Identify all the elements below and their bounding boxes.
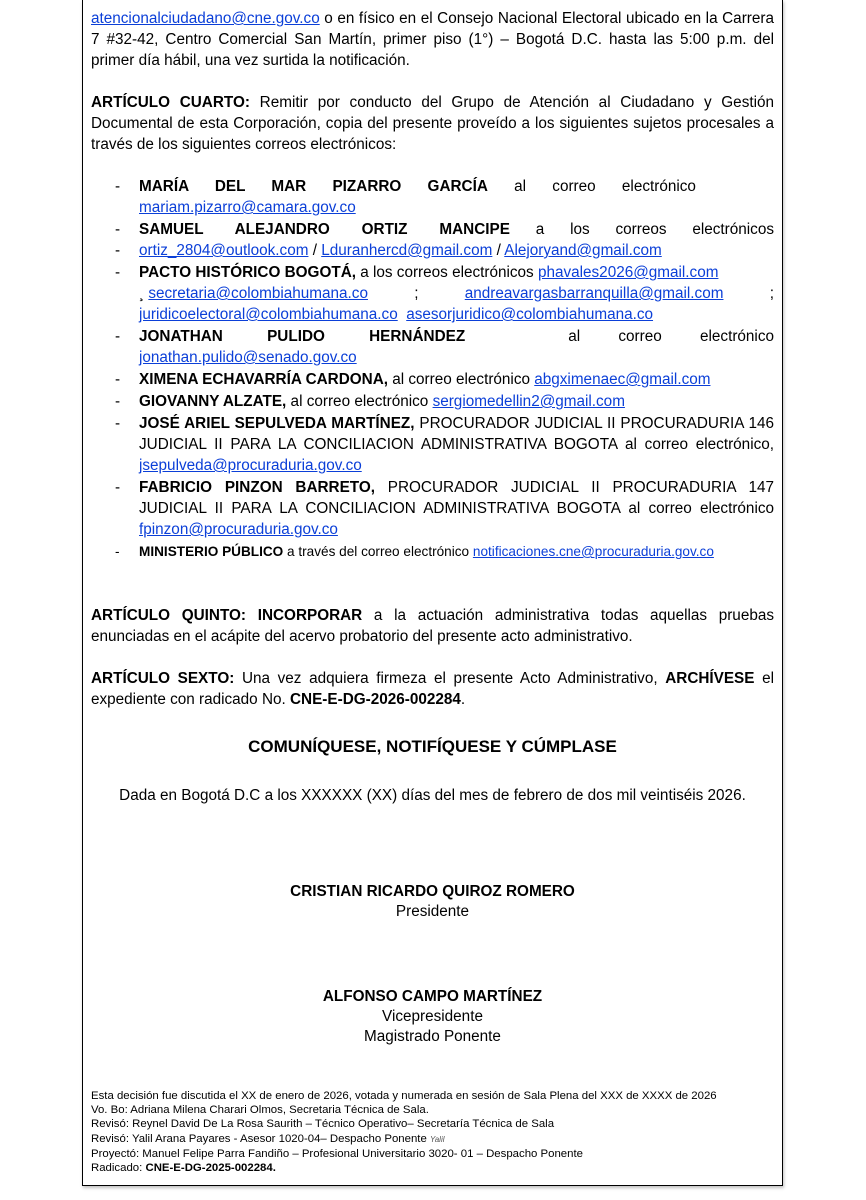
list-item: - PACTO HISTÓRICO BOGOTÁ, a los correos electrónicos phavales2026@gmail.com ¸ secretaria@colombiahumana.co ; andreavargasbarranquilla@gmail.com ; juridicoelectoral@colombiahumana.co asesorjuridico@colombiahumana.co bbox=[139, 262, 774, 325]
notification-paragraph: atencionalciudadano@cne.gov.co o en físico en el Consejo Nacional Electoral ubicado en la Carrera 7 #32-42, Centro Comercial San Martín, primer piso (1°) – Bogotá D.C. hasta las 5:00 p.m. del primer día hábil, una vez surtida la notificación. bbox=[91, 10, 774, 69]
document-body bbox=[91, 8, 774, 1047]
date-line: Dada en Bogotá D.C a los XXXXXX (XX) días del mes de febrero de dos mil veintiséis 2026. bbox=[119, 787, 746, 804]
email-link[interactable]: asesorjuridico@colombiahumana.co bbox=[406, 306, 654, 323]
email-link[interactable]: jonathan.pulido@senado.gov.co bbox=[139, 349, 357, 366]
footer-line: Vo. Bo: Adriana Milena Charari Olmos, Secretaria Técnica de Sala. bbox=[91, 1104, 429, 1117]
footer-line: Esta decisión fue discutida el XX de enero de 2026, votada y numerada en sesión de Sala Plena del XXX de XXXX de 2026 bbox=[91, 1090, 717, 1102]
email-link[interactable]: juridicoelectoral@colombiahumana.co bbox=[139, 306, 398, 323]
email-link[interactable]: mariam.pizarro@camara.gov.co bbox=[139, 199, 356, 216]
email-link[interactable]: ortiz_2804@outlook.com bbox=[139, 242, 309, 259]
email-link[interactable]: Alejoryand@gmail.com bbox=[504, 242, 662, 259]
list-item: - JONATHAN PULIDO HERNÁNDEZ al correo electrónico jonathan.pulido@senado.gov.co bbox=[139, 326, 774, 368]
list-item: - JOSÉ ARIEL SEPULVEDA MARTÍNEZ, PROCURADOR JUDICIAL II PROCURADURIA 146 JUDICIAL II PARA LA CONCILIACION ADMINISTRATIVA BOGOTA al correo electrónico, jsepulveda@procuraduria.gov.co bbox=[139, 413, 774, 476]
list-item-continued: - ortiz_2804@outlook.com / Lduranhercd@gmail.com / Alejoryand@gmail.com bbox=[139, 240, 774, 261]
signer-name: CRISTIAN RICARDO QUIROZ ROMERO bbox=[290, 883, 575, 900]
list-item: - FABRICIO PINZON BARRETO, PROCURADOR JUDICIAL II PROCURADURIA 147 JUDICIAL II PARA LA CONCILIACION ADMINISTRATIVA BOGOTA al correo electrónico fpinzon@procuraduria.gov.co bbox=[139, 477, 774, 540]
article-label: ARTÍCULO CUARTO: bbox=[91, 94, 250, 111]
article-quinto: ARTÍCULO QUINTO: INCORPORAR a la actuación administrativa todas aquellas pruebas enunciadas en el acápite del acervo probatorio del presente acto administrativo. bbox=[91, 607, 774, 645]
article-sexto: ARTÍCULO SEXTO: Una vez adquiera firmeza el presente Acto Administrativo, ARCHÍVESE el expediente con radicado No. CNE-E-DG-2026-002284. bbox=[91, 670, 775, 708]
footer-line: Revisó: Yalil Arana Payares - Asesor 1020-04– Despacho Ponente Yalil bbox=[91, 1132, 445, 1145]
footer-line: Proyectó: Manuel Felipe Parra Fandiño – Profesional Universitario 3020- 01 – Despacho Ponente bbox=[91, 1147, 583, 1160]
signature-block-vicepresident bbox=[91, 987, 774, 1047]
article-cuarto: ARTÍCULO CUARTO: Remitir por conducto del Grupo de Atención al Ciudadano y Gestión Documental de esta Corporación, copia del presente proveído a los siguientes sujetos procesales a través de los siguientes correos electrónicos: bbox=[91, 94, 775, 153]
document-footer bbox=[91, 1089, 774, 1175]
email-link[interactable]: secretaria@colombiahumana.co bbox=[148, 285, 368, 302]
list-item: - MINISTERIO PÚBLICO a través del correo electrónico notificaciones.cne@procuraduria.gov.co bbox=[139, 541, 774, 562]
parties-list bbox=[91, 176, 774, 562]
email-link[interactable]: jsepulveda@procuraduria.gov.co bbox=[139, 457, 362, 474]
list-item: - SAMUEL ALEJANDRO ORTIZ MANCIPE a los correos electrónicos bbox=[139, 219, 774, 240]
list-item: - GIOVANNY ALZATE, al correo electrónico sergiomedellin2@gmail.com bbox=[139, 391, 774, 412]
list-item: - XIMENA ECHAVARRÍA CARDONA, al correo electrónico abgximenaec@gmail.com bbox=[139, 369, 774, 390]
signer-role: Vicepresidente bbox=[382, 1008, 483, 1025]
email-link[interactable]: Lduranhercd@gmail.com bbox=[321, 242, 493, 259]
email-link[interactable]: phavales2026@gmail.com bbox=[537, 264, 719, 281]
email-link[interactable]: sergiomedellin2@gmail.com bbox=[432, 393, 625, 410]
signer-name: ALFONSO CAMPO MARTÍNEZ bbox=[322, 988, 543, 1005]
document-page bbox=[82, 0, 783, 1186]
footer-line: Radicado: CNE-E-DG-2025-002284. bbox=[91, 1162, 276, 1175]
email-link[interactable]: andreavargasbarranquilla@gmail.com bbox=[464, 285, 724, 302]
email-link[interactable]: atencionalciudadano@cne.gov.co bbox=[91, 10, 320, 27]
closing-title: COMUNÍQUESE, NOTIFÍQUESE Y CÚMPLASE bbox=[248, 737, 617, 756]
list-item: - MARÍA DEL MAR PIZARRO GARCÍA al correo electrónico mariam.pizarro@camara.gov.co bbox=[139, 176, 774, 218]
signer-role: Presidente bbox=[395, 903, 470, 920]
email-link[interactable]: fpinzon@procuraduria.gov.co bbox=[139, 521, 338, 538]
footer-line: Revisó: Reynel David De La Rosa Saurith – Técnico Operativo– Secretaría Técnica de Sala bbox=[91, 1118, 555, 1131]
signer-role: Magistrado Ponente bbox=[364, 1028, 501, 1045]
initials-signature: Yalil bbox=[429, 1134, 445, 1144]
email-link[interactable]: notificaciones.cne@procuraduria.gov.co bbox=[472, 544, 714, 559]
email-link[interactable]: abgximenaec@gmail.com bbox=[534, 371, 711, 388]
signature-block-president bbox=[91, 882, 774, 922]
